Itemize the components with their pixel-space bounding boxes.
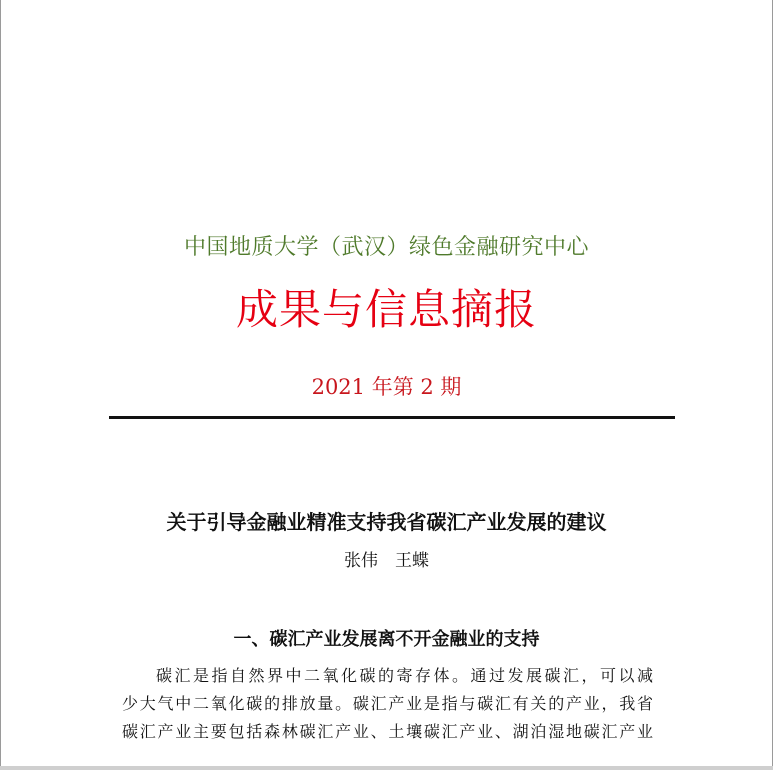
page-bottom-edge [0, 766, 773, 770]
section-heading: 一、碳汇产业发展离不开金融业的支持 [233, 629, 540, 650]
publication-title: 成果与信息摘报 [235, 285, 537, 334]
article-title: 关于引导金融业精准支持我省碳汇产业发展的建议 [166, 510, 607, 534]
article-authors: 张伟 王蝶 [344, 551, 429, 571]
body-paragraph-line: 少大气中二氧化碳的排放量。碳汇产业是指与碳汇有关的产业，我省 [122, 694, 653, 713]
body-paragraph-line: 碳汇产业主要包括森林碳汇产业、土壤碳汇产业、湖泊湿地碳汇产业 [122, 722, 653, 741]
header-divider [109, 416, 675, 419]
issue-number: 2021 年第 2 期 [311, 375, 462, 399]
organization-name: 中国地质大学（武汉）绿色金融研究中心 [183, 235, 589, 260]
body-paragraph-line: 碳汇是指自然界中二氧化碳的寄存体。通过发展碳汇，可以减 [156, 666, 653, 685]
